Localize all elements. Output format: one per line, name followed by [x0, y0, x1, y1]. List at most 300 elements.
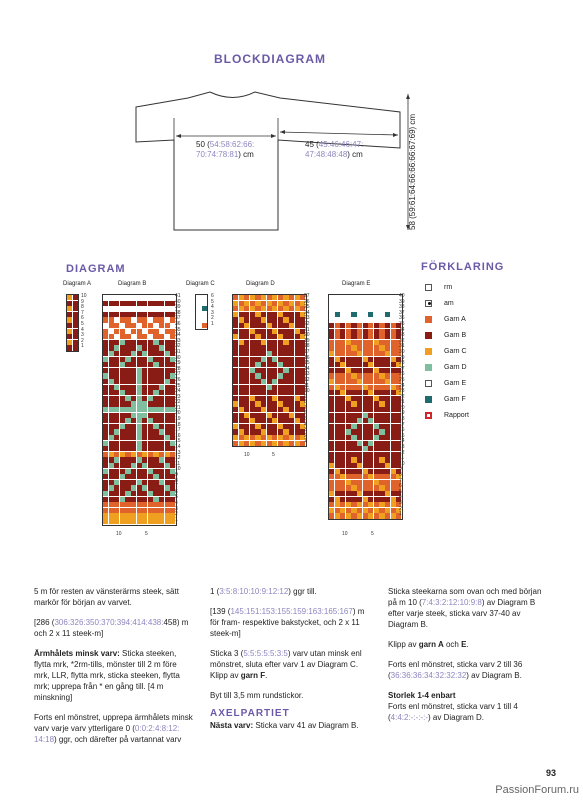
chart-cell [346, 390, 351, 395]
paragraph: Byt till 3,5 mm rundstickor. [210, 691, 304, 700]
chart-cell [385, 446, 390, 451]
chart-cell [363, 334, 368, 339]
chart-cell [391, 435, 396, 440]
chart-cell [391, 334, 396, 339]
chart-cell [335, 435, 340, 440]
chart-cell [148, 513, 153, 518]
chart-cell [73, 334, 78, 339]
chart-cell [261, 323, 266, 328]
chart-cell [329, 345, 334, 350]
chart-cell [125, 301, 130, 306]
chart-cell [250, 441, 255, 446]
chart-cell [295, 351, 300, 356]
chart-cell [283, 390, 288, 395]
chart-cell [142, 301, 147, 306]
chart-cell [125, 379, 130, 384]
chart-cell [239, 301, 244, 306]
chart-cell [289, 329, 294, 334]
chart-cell [73, 301, 78, 306]
chart-cell [120, 485, 125, 490]
chart-cell [114, 418, 119, 423]
chart-cell [346, 312, 351, 317]
chart-cell [272, 401, 277, 406]
paragraph: [139 (145:151:153:155:159:163:165:167) m för fram- respektive bakstycket, och 2 x 11 steek-m] [210, 607, 365, 638]
chart-cell [159, 513, 164, 518]
chart-cell [357, 474, 362, 479]
chart-cell [368, 362, 373, 367]
chart-cell [244, 301, 249, 306]
chart-cell [340, 452, 345, 457]
diagram-e-row-numbers: 40 39 38 37 36 35 34 33 32 31 30 29 28 27 26 25 24 23 22 21 20 19 18 17 16 15 14 13 12 11 10 9 8 7 6 5 4 3 2 1 [399, 293, 405, 518]
chart-cell [368, 390, 373, 395]
chart-cell [250, 418, 255, 423]
chart-cell [335, 418, 340, 423]
legend-item-rapport: Rapport [425, 411, 469, 423]
chart-cell [159, 502, 164, 507]
chart-cell [374, 407, 379, 412]
chart-cell [351, 295, 356, 300]
chart-cell [148, 508, 153, 513]
chart-cell [368, 323, 373, 328]
chart-cell [114, 401, 119, 406]
chart-cell [120, 295, 125, 300]
chart-cell [278, 312, 283, 317]
chart-cell [67, 317, 72, 322]
chart-cell [125, 519, 130, 524]
chart-cell [267, 373, 272, 378]
chart-cell [289, 373, 294, 378]
chart-cell [335, 429, 340, 434]
chart-cell [267, 301, 272, 306]
chart-cell [283, 357, 288, 362]
chart-cell [283, 385, 288, 390]
chart-cell [153, 407, 158, 412]
chart-cell [137, 306, 142, 311]
chart-cell [283, 312, 288, 317]
chart-cell [267, 418, 272, 423]
legend-swatch [425, 364, 432, 371]
legend-item-garn-a: Garn A [425, 315, 466, 327]
chart-cell [142, 329, 147, 334]
chart-cell [363, 452, 368, 457]
text-column-1 [34, 586, 194, 754]
chart-cell [379, 418, 384, 423]
chart-cell [289, 368, 294, 373]
chart-cell [385, 301, 390, 306]
chart-cell [295, 357, 300, 362]
chart-cell [385, 469, 390, 474]
chart-cell [120, 368, 125, 373]
chart-cell [131, 295, 136, 300]
chart-cell [103, 379, 108, 384]
chart-cell [261, 351, 266, 356]
chart-cell [379, 323, 384, 328]
chart-cell [283, 379, 288, 384]
chart-cell [283, 424, 288, 429]
chart-cell [142, 317, 147, 322]
chart-cell [283, 295, 288, 300]
chart-cell [255, 323, 260, 328]
chart-cell [142, 497, 147, 502]
chart-cell [340, 480, 345, 485]
chart-cell [142, 508, 147, 513]
chart-cell [131, 323, 136, 328]
chart-cell [137, 491, 142, 496]
chart-cell [289, 312, 294, 317]
chart-cell [278, 424, 283, 429]
chart-cell [148, 424, 153, 429]
chart-cell [385, 306, 390, 311]
chart-cell [148, 463, 153, 468]
chart-cell [335, 491, 340, 496]
chart-cell [289, 429, 294, 434]
chart-cell [363, 390, 368, 395]
chart-cell [148, 385, 153, 390]
chart-cell [67, 301, 72, 306]
chart-cell [244, 329, 249, 334]
chart-cell [346, 368, 351, 373]
chart-cell [250, 396, 255, 401]
chart-cell [329, 457, 334, 462]
chart-cell [283, 435, 288, 440]
chart-cell [125, 446, 130, 451]
chart-cell [278, 368, 283, 373]
chart-cell [379, 362, 384, 367]
chart-cell [346, 435, 351, 440]
chart-cell [142, 513, 147, 518]
diagram-a-chart [66, 294, 79, 352]
chart-cell [239, 317, 244, 322]
chart-cell [239, 379, 244, 384]
chart-cell [233, 418, 238, 423]
chart-cell [153, 357, 158, 362]
chart-cell [239, 390, 244, 395]
chart-cell [267, 334, 272, 339]
chart-cell [368, 407, 373, 412]
chart-cell [125, 480, 130, 485]
chart-cell [351, 306, 356, 311]
chart-cell [346, 317, 351, 322]
chart-cell [391, 329, 396, 334]
chart-cell [114, 485, 119, 490]
chart-cell [120, 301, 125, 306]
chart-cell [109, 429, 114, 434]
chart-cell [357, 390, 362, 395]
chart-cell [114, 340, 119, 345]
chart-cell [142, 474, 147, 479]
chart-cell [137, 407, 142, 412]
chart-cell [244, 306, 249, 311]
chart-cell [351, 334, 356, 339]
chart-cell [385, 323, 390, 328]
chart-cell [272, 373, 277, 378]
chart-cell [261, 418, 266, 423]
chart-cell [103, 357, 108, 362]
chart-cell [125, 418, 130, 423]
chart-cell [346, 502, 351, 507]
chart-cell [137, 424, 142, 429]
chart-cell [335, 396, 340, 401]
chart-cell [137, 502, 142, 507]
chart-cell [239, 418, 244, 423]
chart-cell [109, 340, 114, 345]
chart-cell [289, 340, 294, 345]
diagram-d-col-10: 10 [244, 452, 250, 458]
chart-cell [329, 469, 334, 474]
chart-cell [120, 418, 125, 423]
chart-cell [289, 396, 294, 401]
chart-cell [67, 312, 72, 317]
chart-cell [250, 401, 255, 406]
chart-cell [103, 519, 108, 524]
chart-cell [125, 390, 130, 395]
chart-cell [351, 497, 356, 502]
chart-cell [250, 345, 255, 350]
chart-cell [340, 446, 345, 451]
chart-cell [131, 519, 136, 524]
body-width-label: 50 (54:58:62:66: 70:74:78:81) cm [196, 140, 255, 159]
chart-cell [250, 390, 255, 395]
chart-cell [368, 301, 373, 306]
chart-cell [153, 469, 158, 474]
chart-cell [233, 323, 238, 328]
chart-cell [368, 418, 373, 423]
chart-cell [283, 413, 288, 418]
text-column-2 [210, 586, 370, 740]
chart-cell [340, 301, 345, 306]
chart-cell [335, 317, 340, 322]
chart-cell [374, 312, 379, 317]
chart-cell [351, 435, 356, 440]
chart-cell [329, 295, 334, 300]
chart-cell [357, 323, 362, 328]
chart-cell [165, 351, 170, 356]
chart-cell [351, 357, 356, 362]
chart-cell [368, 497, 373, 502]
chart-cell [351, 351, 356, 356]
chart-cell [385, 368, 390, 373]
chart-cell [278, 317, 283, 322]
chart-cell [103, 457, 108, 462]
chart-cell [239, 295, 244, 300]
chart-cell [374, 502, 379, 507]
chart-cell [357, 385, 362, 390]
chart-cell [103, 491, 108, 496]
chart-cell [109, 385, 114, 390]
chart-cell [250, 340, 255, 345]
chart-cell [255, 312, 260, 317]
chart-cell [148, 323, 153, 328]
chart-cell [148, 373, 153, 378]
chart-cell [103, 502, 108, 507]
chart-cell [103, 435, 108, 440]
chart-cell [109, 457, 114, 462]
chart-cell [374, 441, 379, 446]
chart-cell [142, 502, 147, 507]
diagram-title: DIAGRAM [66, 263, 126, 275]
chart-cell [153, 513, 158, 518]
paragraph: Nästa varv: Sticka varv 41 av Diagram B. [210, 721, 359, 730]
chart-cell [125, 373, 130, 378]
chart-cell [250, 373, 255, 378]
chart-cell [159, 396, 164, 401]
chart-cell [295, 334, 300, 339]
chart-cell [385, 480, 390, 485]
chart-cell [329, 502, 334, 507]
chart-cell [351, 345, 356, 350]
chart-cell [153, 463, 158, 468]
chart-cell [131, 502, 136, 507]
chart-cell [142, 334, 147, 339]
chart-cell [114, 502, 119, 507]
chart-cell [148, 435, 153, 440]
chart-cell [357, 480, 362, 485]
chart-cell [261, 435, 266, 440]
chart-cell [103, 323, 108, 328]
chart-cell [142, 351, 147, 356]
legend-title: FÖRKLARING [421, 261, 505, 273]
chart-cell [346, 513, 351, 518]
chart-cell [289, 413, 294, 418]
chart-cell [233, 362, 238, 367]
chart-cell [272, 390, 277, 395]
paragraph: Forts enl mönstret, sticka varv 2 till 36 (36:36:36:34:32:32:32) av Diagram B. [388, 660, 523, 680]
chart-cell [131, 441, 136, 446]
chart-cell [346, 457, 351, 462]
chart-cell [363, 312, 368, 317]
chart-cell [385, 385, 390, 390]
chart-cell [159, 385, 164, 390]
chart-cell [153, 446, 158, 451]
chart-cell [391, 401, 396, 406]
chart-cell [391, 457, 396, 462]
chart-cell [329, 452, 334, 457]
chart-cell [374, 317, 379, 322]
chart-cell [391, 340, 396, 345]
chart-cell [239, 435, 244, 440]
chart-cell [368, 351, 373, 356]
section-title: AXELPARTIET [210, 708, 290, 719]
chart-cell [374, 508, 379, 513]
chart-cell [109, 401, 114, 406]
chart-cell [137, 368, 142, 373]
chart-cell [137, 497, 142, 502]
chart-cell [250, 362, 255, 367]
chart-cell [233, 401, 238, 406]
chart-cell [368, 513, 373, 518]
chart-cell [244, 379, 249, 384]
chart-cell [272, 317, 277, 322]
chart-cell [67, 340, 72, 345]
chart-cell [142, 379, 147, 384]
chart-cell [250, 357, 255, 362]
chart-cell [385, 429, 390, 434]
chart-cell [335, 401, 340, 406]
chart-cell [374, 385, 379, 390]
chart-cell [159, 474, 164, 479]
chart-cell [335, 357, 340, 362]
chart-cell [340, 463, 345, 468]
chart-cell [244, 362, 249, 367]
chart-cell [114, 373, 119, 378]
chart-cell [374, 424, 379, 429]
chart-cell [391, 407, 396, 412]
chart-cell [153, 345, 158, 350]
chart-cell [109, 502, 114, 507]
chart-cell [142, 485, 147, 490]
chart-cell [261, 362, 266, 367]
body-length-label: 58 (59:61:64:66:66:66:67:69) cm [408, 113, 417, 230]
chart-cell [159, 306, 164, 311]
chart-cell [329, 323, 334, 328]
paragraph: [286 (306:326:350:370:394:414:438:458) m och 2 x 11 steek-m] [34, 618, 189, 638]
chart-cell [351, 474, 356, 479]
chart-cell [153, 312, 158, 317]
chart-cell [329, 301, 334, 306]
chart-cell [120, 362, 125, 367]
chart-cell [374, 491, 379, 496]
chart-cell [368, 452, 373, 457]
chart-cell [239, 413, 244, 418]
chart-cell [148, 491, 153, 496]
chart-cell [329, 368, 334, 373]
chart-cell [379, 407, 384, 412]
chart-cell [351, 312, 356, 317]
chart-cell [255, 407, 260, 412]
chart-cell [351, 379, 356, 384]
chart-cell [109, 435, 114, 440]
chart-cell [363, 502, 368, 507]
chart-cell [142, 413, 147, 418]
chart-cell [374, 357, 379, 362]
chart-cell [391, 379, 396, 384]
chart-cell [357, 362, 362, 367]
chart-cell [267, 390, 272, 395]
chart-cell [267, 385, 272, 390]
chart-cell [346, 379, 351, 384]
chart-cell [131, 396, 136, 401]
chart-cell [374, 390, 379, 395]
diagram-b-row-numbers: 41 40 39 38 37 36 35 34 33 32 31 30 29 28 27 26 25 24 23 22 21 20 19 18 17 16 15 14 13 12 11 10 9 8 7 6 5 4 3 2 1 [175, 293, 181, 523]
chart-cell [385, 413, 390, 418]
chart-cell [125, 441, 130, 446]
chart-cell [340, 340, 345, 345]
chart-cell [114, 491, 119, 496]
chart-cell [374, 295, 379, 300]
chart-cell [142, 368, 147, 373]
chart-cell [379, 463, 384, 468]
sleeve-length-label: 45 (45:46:46:47: 47:48:48:48) cm [305, 140, 364, 159]
chart-cell [346, 508, 351, 513]
chart-cell [391, 413, 396, 418]
chart-cell [363, 362, 368, 367]
chart-cell [368, 379, 373, 384]
chart-cell [329, 424, 334, 429]
chart-cell [120, 357, 125, 362]
chart-cell [278, 379, 283, 384]
chart-cell [103, 368, 108, 373]
chart-cell [131, 485, 136, 490]
chart-cell [196, 301, 201, 306]
chart-cell [196, 317, 201, 322]
chart-cell [346, 373, 351, 378]
chart-cell [165, 317, 170, 322]
chart-cell [374, 418, 379, 423]
chart-cell [261, 390, 266, 395]
chart-cell [148, 329, 153, 334]
chart-cell [109, 413, 114, 418]
chart-cell [159, 435, 164, 440]
